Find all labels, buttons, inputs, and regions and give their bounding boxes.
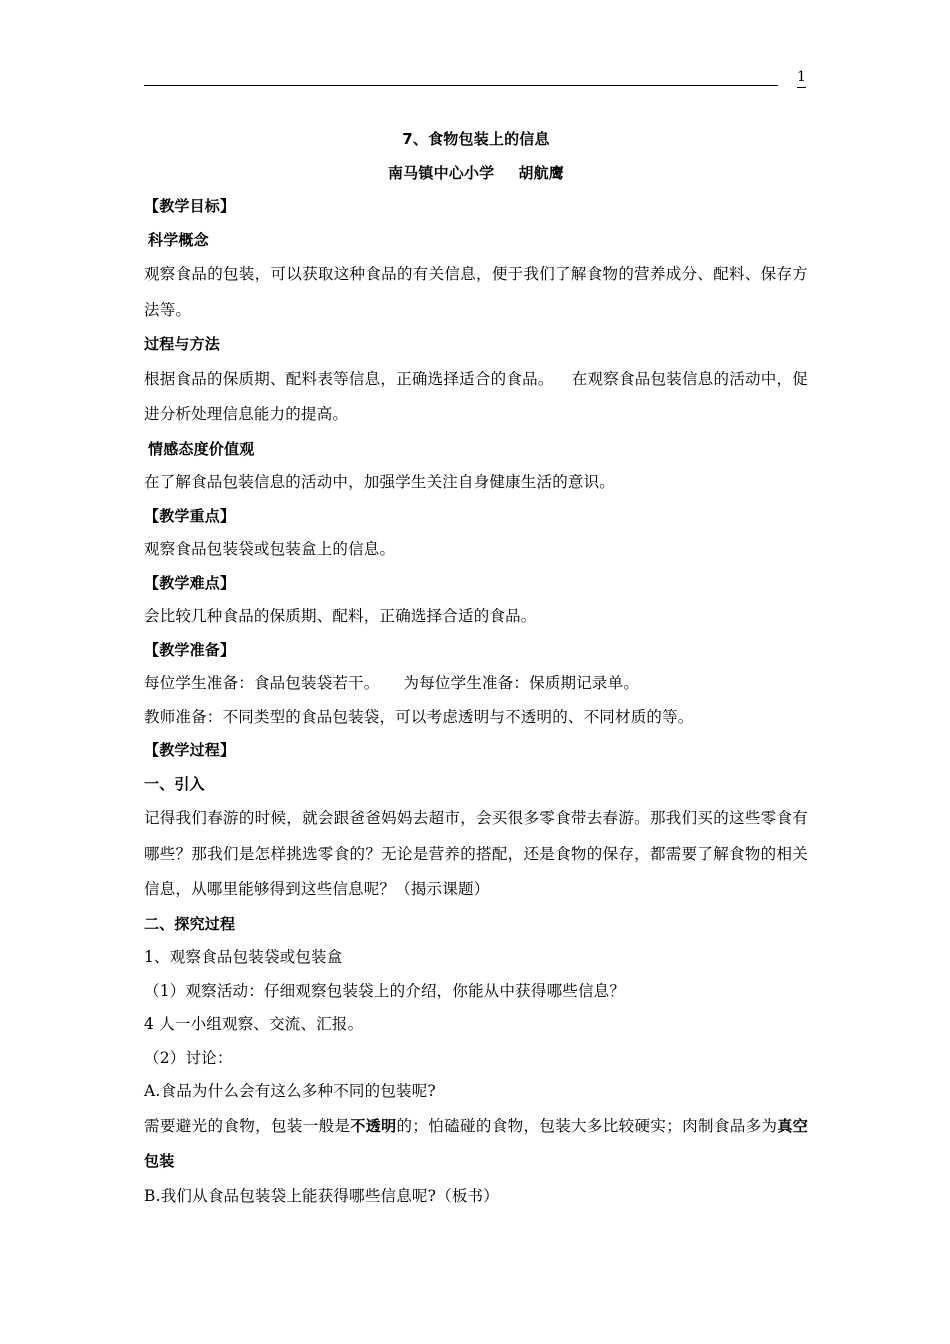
answer-a-bold-vacuum: 真空包装 (144, 1116, 808, 1170)
school-name: 南马镇中心小学 (387, 163, 495, 182)
concept-text: 观察食品的包装，可以获取这种食品的有关信息，便于我们了解食物的营养成分、配料、保存方法等。 (144, 265, 808, 319)
method-text-a: 根据食品的保质期、配料表等信息，正确选择适合的食品。 (144, 369, 554, 388)
difficulty-text: 会比较几种食品的保质期、配料，正确选择合适的食品。 (144, 607, 537, 625)
answer-a-bold-opaque: 不透明 (350, 1116, 397, 1135)
intro-heading: 一、引入 (144, 774, 205, 793)
method-text-b: 在观察食品包装信息的活动中，促进分析处理信息能力的提高。 (144, 369, 808, 423)
document-title: 7、食物包装上的信息 (402, 130, 550, 148)
prep-teacher: 教师准备：不同类型的食品包装袋，可以考虑透明与不透明的、不同材质的等。 (144, 707, 694, 726)
goals-heading: 【教学目标】 (144, 197, 236, 215)
difficulty-heading: 【教学难点】 (144, 573, 236, 592)
explore-step1: 1、观察食品包装袋或包装盒 (144, 948, 343, 966)
author-name: 胡航鹰 (518, 163, 564, 182)
method-heading: 过程与方法 (144, 335, 221, 353)
question-a: A.食品为什么会有这么多种不同的包装呢? (144, 1082, 436, 1100)
explore-heading: 二、探究过程 (144, 914, 236, 933)
intro-text: 记得我们春游的时候，就会跟爸爸妈妈去超市，会买很多零食带去春游。那我们买的这些零食有哪些？那我们是怎样挑选零食的？无论是营养的搭配，还是食物的保存，都需要了解食物的相关信息，从哪里能够得到这些信息呢？（揭示课题） (144, 809, 808, 898)
prep-student-b: 为每位学生准备：保质期记录单。 (403, 674, 640, 692)
header-rule (144, 85, 778, 86)
author-line (144, 157, 808, 191)
answer-a (144, 1109, 808, 1180)
answer-a-part2: 的；怕磕碰的食物，包装大多比较硬实；肉制食品多为 (396, 1116, 778, 1135)
concept-heading: 科学概念 (148, 230, 209, 249)
explore-group: 4 人一小组观察、交流、汇报。 (144, 1015, 364, 1033)
attitude-heading: 情感态度价值观 (148, 439, 255, 458)
page-number: 1 (797, 68, 806, 88)
attitude-text: 在了解食品包装信息的活动中，加强学生关注自身健康生活的意识。 (144, 473, 616, 491)
question-b: B.我们从食品包装袋上能获得哪些信息呢?（板书） (144, 1186, 499, 1205)
prep-student (144, 667, 808, 701)
key-heading: 【教学重点】 (144, 506, 236, 525)
explore-activity: （1）观察活动：仔细观察包装袋上的介绍，你能从中获得哪些信息？ (144, 981, 626, 1000)
prep-student-a: 每位学生准备：食品包装袋若干。 (144, 674, 380, 692)
explore-discuss: （2）讨论： (144, 1048, 233, 1067)
process-heading: 【教学过程】 (144, 741, 236, 759)
key-text: 观察食品包装袋或包装盒上的信息。 (144, 540, 396, 558)
prep-heading: 【教学准备】 (144, 640, 236, 659)
method-text (144, 362, 808, 433)
document-body (144, 123, 808, 1213)
answer-a-part1: 需要避光的食物，包装一般是 (144, 1116, 351, 1135)
